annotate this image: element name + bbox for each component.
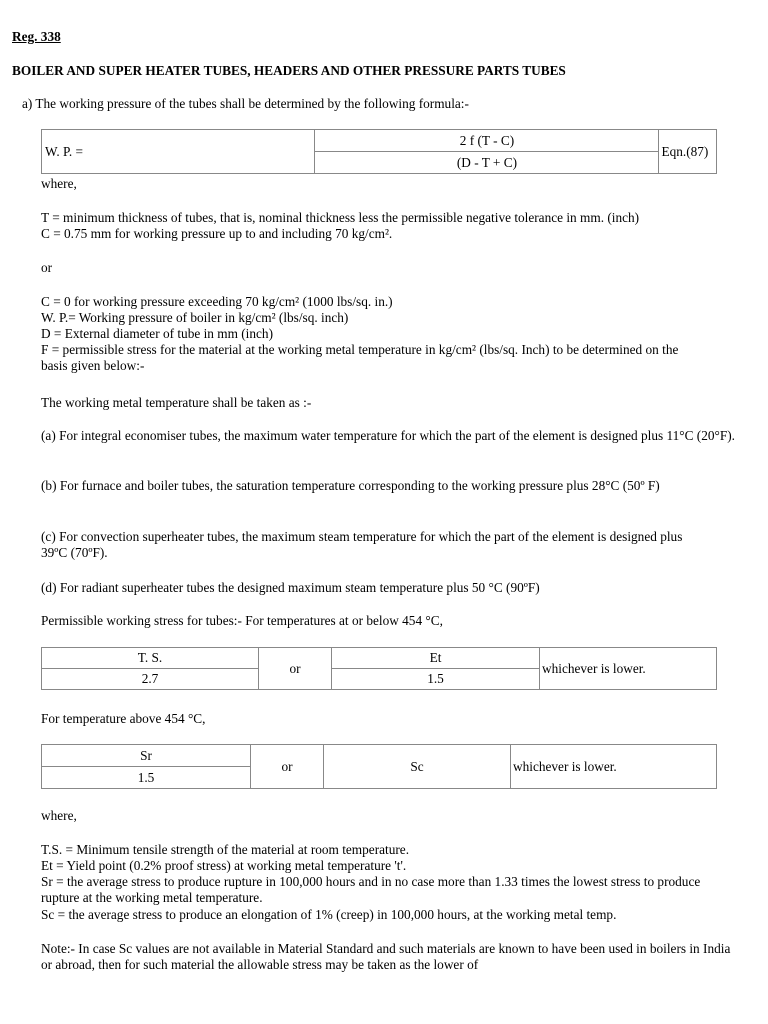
formula-table xyxy=(41,129,717,174)
definition-c2: C = 0 for working pressure exceeding 70 kg/cm² (1000 lbs/sq. in.) xyxy=(41,294,393,309)
stress-intro: Permissible working stress for tubes:- For temperatures at or below 454 °C, xyxy=(41,613,443,628)
where-label: where, xyxy=(41,176,77,191)
where-label-2: where, xyxy=(41,808,77,823)
definition-sc: Sc = the average stress to produce an elongation of 1% (creep) in 100,000 hours, at the working metal temp. xyxy=(41,907,617,922)
temperature-item-b: (b) For furnace and boiler tubes, the saturation temperature corresponding to the working pressure plus 28°C (50º F) xyxy=(41,478,660,493)
temperature-intro: The working metal temperature shall be taken as :- xyxy=(41,395,312,410)
above-temp-intro: For temperature above 454 °C, xyxy=(41,711,206,726)
note-paragraph: Note:- In case Sc values are not available in Material Standard and such materials are known to have been used in boilers in India or abroad, then for such material the allowable stress may be taken as the lower of xyxy=(41,941,731,972)
ts-label: T. S. xyxy=(42,648,259,669)
definition-f: F = permissible stress for the material at the working metal temperature in kg/cm² (lbs/sq. Inch) to be determined on the basis given below:- xyxy=(41,342,679,373)
temperature-item-c: (c) For convection superheater tubes, the maximum steam temperature for which the part of the element is designed plus 39ºC (70ºF). xyxy=(41,529,683,560)
definition-sr: Sr = the average stress to produce rupture in 100,000 hours and in no case more than 1.33 times the lowest stress to produce rupture at the working metal temperature. xyxy=(41,874,701,905)
definition-ts: T.S. = Minimum tensile strength of the material at room temperature. xyxy=(41,842,410,857)
section-heading: BOILER AND SUPER HEATER TUBES, HEADERS AND OTHER PRESSURE PARTS TUBES xyxy=(12,63,566,78)
formula-eqn-number: Eqn.(87) xyxy=(659,130,717,174)
formula-numerator: 2 f (T - C) xyxy=(315,130,659,152)
whichever-lower-cell: whichever is lower. xyxy=(511,745,717,789)
regulation-number: Reg. 338 xyxy=(12,29,61,44)
definition-d: D = External diameter of tube in mm (inch) xyxy=(41,326,273,341)
or-cell: or xyxy=(259,648,332,690)
or-label: or xyxy=(41,260,53,275)
definition-c1: C = 0.75 mm for working pressure up to and including 70 kg/cm². xyxy=(41,226,393,241)
sr-label: Sr xyxy=(42,745,251,767)
temperature-item-a: (a) For integral economiser tubes, the maximum water temperature for which the part of the element is designed plus 11°C (20°F). xyxy=(41,428,735,443)
temperature-item-d: (d) For radiant superheater tubes the designed maximum steam temperature plus 50 °C (90ºF) xyxy=(41,580,540,595)
sr-divisor: 1.5 xyxy=(42,767,251,789)
stress-table-low-temp xyxy=(41,647,717,690)
et-label: Et xyxy=(332,648,540,669)
or-cell: or xyxy=(251,745,324,789)
definition-et: Et = Yield point (0.2% proof stress) at working metal temperature 't'. xyxy=(41,858,407,873)
sc-label: Sc xyxy=(324,745,511,789)
item-a-text: a) The working pressure of the tubes shall be determined by the following formula:- xyxy=(22,96,469,111)
formula-denominator: (D - T + C) xyxy=(315,152,659,174)
formula-lhs: W. P. = xyxy=(42,130,315,174)
definition-t: T = minimum thickness of tubes, that is, nominal thickness less the permissible negative tolerance in mm. (inch) xyxy=(41,210,640,225)
definition-wp: W. P.= Working pressure of boiler in kg/cm² (lbs/sq. inch) xyxy=(41,310,349,325)
et-divisor: 1.5 xyxy=(332,669,540,690)
stress-table-high-temp xyxy=(41,744,717,789)
ts-divisor: 2.7 xyxy=(42,669,259,690)
whichever-lower-cell: whichever is lower. xyxy=(540,648,717,690)
